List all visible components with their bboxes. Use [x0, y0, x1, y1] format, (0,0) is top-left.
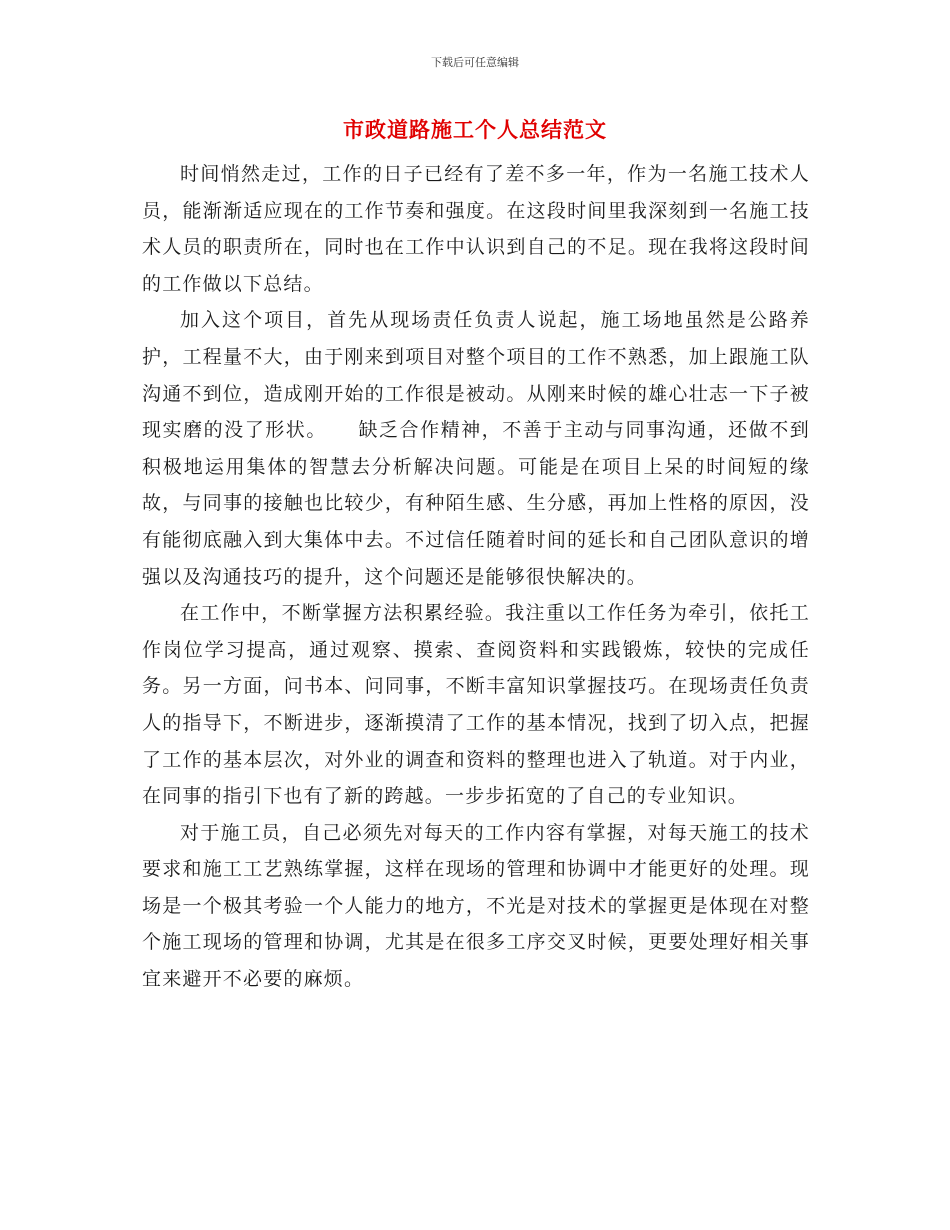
document-body — [142, 156, 810, 998]
paragraph: 时间悄然走过，工作的日子已经有了差不多一年，作为一名施工技术人员，能渐渐适应现在的工作节奏和强度。在这段时间里我深刻到一名施工技术人员的职责所在，同时也在工作中认识到自己的不足。现在我将这段时间的工作做以下总结。 — [142, 163, 810, 295]
paragraph: 对于施工员，自己必须先对每天的工作内容有掌握，对每天施工的技术要求和施工工艺熟练掌握，这样在现场的管理和协调中才能更好的处理。现场是一个极其考验一个人能力的地方，不光是对技术的掌握更是体现在对整个施工现场的管理和协调，尤其是在很多工序交叉时候，更要处理好相关事宜来避开不必要的麻烦。 — [142, 821, 810, 991]
paragraph: 在工作中，不断掌握方法积累经验。我注重以工作任务为牵引，依托工作岗位学习提高，通过观察、摸索、查阅资料和实践锻炼，较快的完成任务。另一方面，问书本、问同事，不断丰富知识掌握技巧。在现场责任负责人的指导下，不断进步，逐渐摸清了工作的基本情况，找到了切入点，把握了工作的基本层次，对外业的调查和资料的整理也进入了轨道。对于内业，在同事的指引下也有了新的跨越。一步步拓宽的了自己的专业知识。 — [142, 602, 810, 808]
page-header: 下载后可任意编辑 — [431, 56, 519, 69]
paragraph: 加入这个项目，首先从现场责任负责人说起，施工场地虽然是公路养护，工程量不大，由于刚来到项目对整个项目的工作不熟悉，加上跟施工队沟通不到位，造成刚开始的工作很是被动。从刚来时候的雄心壮志一下子被现实磨的没了形状。 缺乏合作精神，不善于主动与同事沟通，还做不到积极地运用集体的智慧去分析解决问题。可能是在项目上呆的时间短的缘故，与同事的接触也比较少，有种陌生感、生分感，再加上性格的原因，没有能彻底融入到大集体中去。不过信任随着时间的延长和自己团队意识的增强以及沟通技巧的提升，这个问题还是能够很快解决的。 — [142, 309, 810, 588]
document-title: 市政道路施工个人总结范文 — [343, 118, 607, 142]
